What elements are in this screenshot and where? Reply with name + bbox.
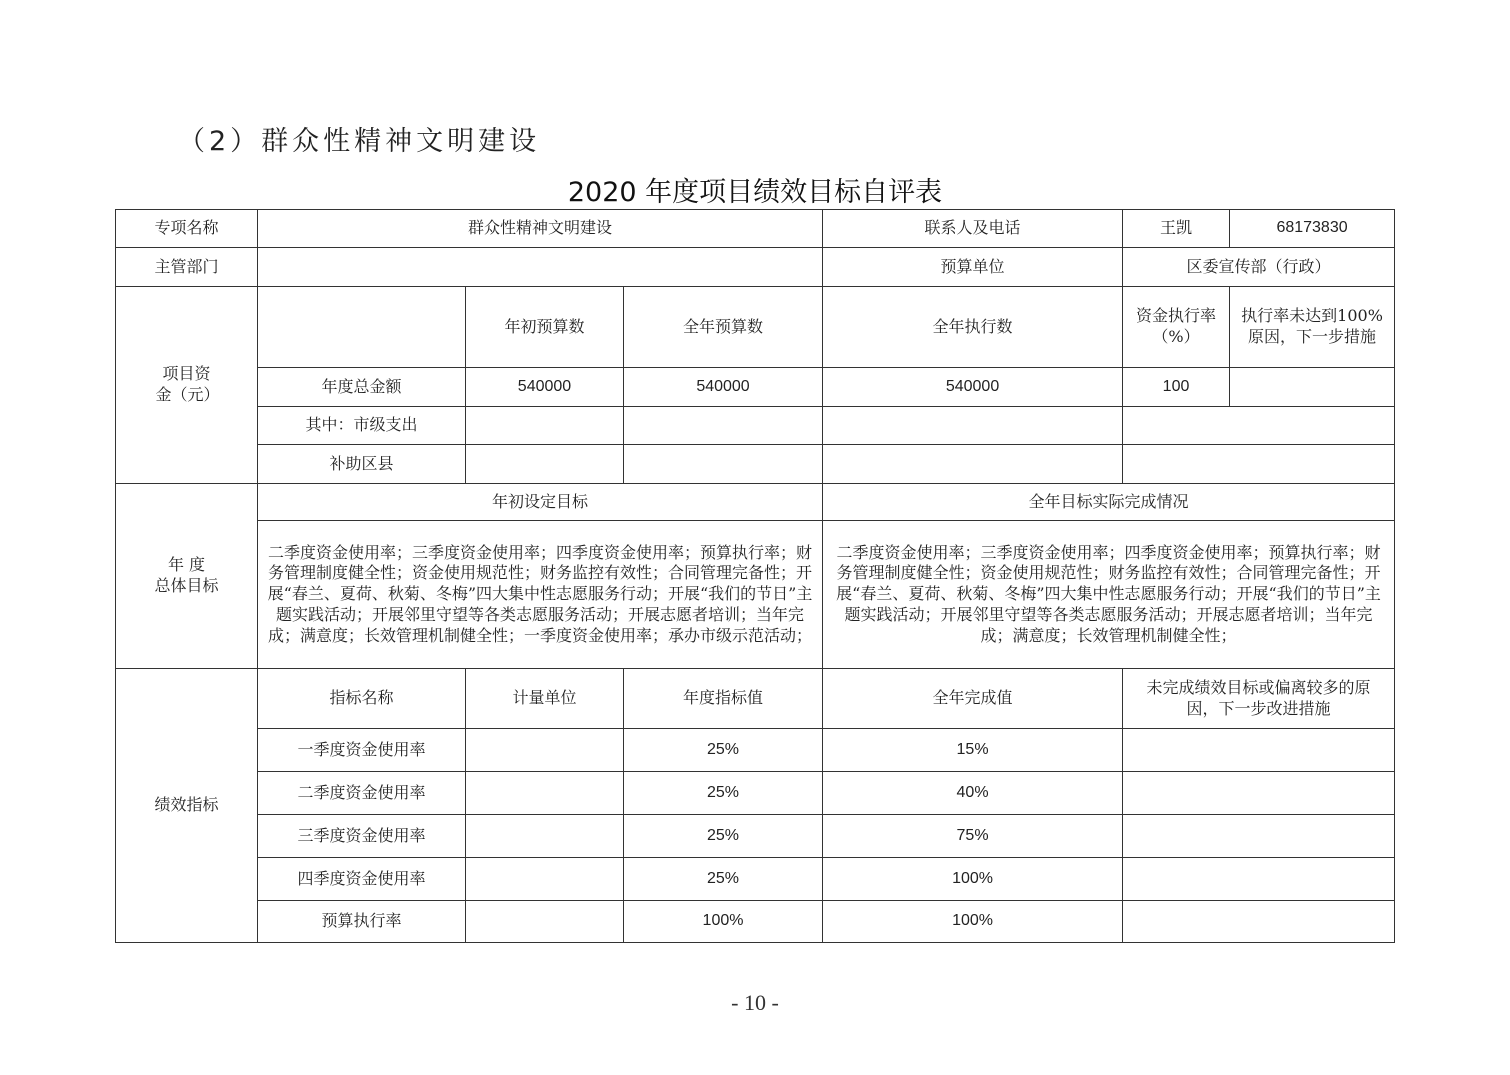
table-row xyxy=(116,445,1395,484)
table-row xyxy=(116,901,1395,943)
funds-row-initial xyxy=(466,407,624,445)
table-row xyxy=(116,772,1395,815)
header-indicator-reason-text: 未完成绩效目标或偏离较多的原因，下一步改进措施 xyxy=(1146,677,1371,718)
indicator-target: 25% xyxy=(624,858,823,901)
table-row xyxy=(116,729,1395,772)
contact-name: 王凯 xyxy=(1123,210,1230,248)
contact-phone: 68173830 xyxy=(1230,210,1395,248)
row-department xyxy=(116,248,1395,287)
project-name-value: 群众性精神文明建设 xyxy=(258,210,823,248)
funds-row-annual xyxy=(624,407,823,445)
indicator-reason xyxy=(1123,729,1395,772)
table-row xyxy=(116,368,1395,407)
indicator-target: 25% xyxy=(624,729,823,772)
goals-content-row xyxy=(116,521,1395,669)
funds-row-exec xyxy=(823,407,1123,445)
funds-row-annual: 540000 xyxy=(624,368,823,407)
evaluation-table xyxy=(115,209,1395,943)
budget-unit-label: 预算单位 xyxy=(823,248,1123,287)
header-annual-budget: 全年预算数 xyxy=(624,287,823,368)
project-name-label: 专项名称 xyxy=(116,210,258,248)
budget-unit-value: 区委宣传部（行政） xyxy=(1123,248,1395,287)
header-indicator-target: 年度指标值 xyxy=(624,669,823,729)
funds-row-initial: 540000 xyxy=(466,368,624,407)
indicator-unit xyxy=(466,772,624,815)
goals-header-row xyxy=(116,484,1395,521)
indicator-target: 25% xyxy=(624,815,823,858)
indicator-reason xyxy=(1123,772,1395,815)
indicator-name: 二季度资金使用率 xyxy=(258,772,466,815)
indicator-unit xyxy=(466,901,624,943)
indicator-reason xyxy=(1123,858,1395,901)
indicator-name: 预算执行率 xyxy=(258,901,466,943)
indicator-actual: 100% xyxy=(823,858,1123,901)
funds-row-label: 补助区县 xyxy=(258,445,466,484)
section-heading: （2）群众性精神文明建设 xyxy=(178,126,541,157)
funds-row-initial xyxy=(466,445,624,484)
page-number: - 10 - xyxy=(731,990,779,1015)
table-title: 2020 年度项目绩效目标自评表 xyxy=(567,177,943,208)
contact-label: 联系人及电话 xyxy=(823,210,1123,248)
indicator-reason xyxy=(1123,901,1395,943)
indicator-actual: 100% xyxy=(823,901,1123,943)
goals-actual-text: 二季度资金使用率；三季度资金使用率；四季度资金使用率；预算执行率；财务管理制度健全性；资金使用规范性；财务监控有效性；合同管理完备性；开展“春兰、夏荷、秋菊、冬梅”四大集中性志愿服务行动；开展“我们的节日”主题实践活动；开展邻里守望等各类志愿服务活动；开展志愿者培训；当年完成；满意度；长效管理机制健全性； xyxy=(823,521,1395,669)
header-indicator-actual: 全年完成值 xyxy=(823,669,1123,729)
indicator-name: 三季度资金使用率 xyxy=(258,815,466,858)
indicator-unit xyxy=(466,729,624,772)
goals-section-label-line2: 总体目标 xyxy=(154,576,219,595)
indicators-section-label: 绩效指标 xyxy=(116,669,258,943)
table-row xyxy=(116,407,1395,445)
row-project-name xyxy=(116,210,1395,248)
indicator-unit xyxy=(466,815,624,858)
header-annual-exec: 全年执行数 xyxy=(823,287,1123,368)
funds-row-rate: 100 xyxy=(1123,368,1230,407)
header-indicator-reason xyxy=(1123,669,1395,729)
department-value xyxy=(258,248,823,287)
table-row xyxy=(116,858,1395,901)
header-exec-rate: 资金执行率（%） xyxy=(1123,287,1230,368)
goals-actual-header: 全年目标实际完成情况 xyxy=(823,484,1395,521)
indicator-actual: 40% xyxy=(823,772,1123,815)
indicator-actual: 15% xyxy=(823,729,1123,772)
funds-row-label: 其中：市级支出 xyxy=(258,407,466,445)
funds-row-rate-reason xyxy=(1123,445,1395,484)
funds-row-reason xyxy=(1230,368,1395,407)
goals-set-text: 二季度资金使用率；三季度资金使用率；四季度资金使用率；预算执行率；财务管理制度健全性；资金使用规范性；财务监控有效性；合同管理完备性；开展“春兰、夏荷、秋菊、冬梅”四大集中性志愿服务行动；开展“我们的节日”主题实践活动；开展邻里守望等各类志愿服务活动；开展志愿者培训；当年完成；满意度；长效管理机制健全性；一季度资金使用率；承办市级示范活动； xyxy=(258,521,823,669)
funds-row-label: 年度总金额 xyxy=(258,368,466,407)
goals-set-header: 年初设定目标 xyxy=(258,484,823,521)
indicator-target: 100% xyxy=(624,901,823,943)
goals-section-label-line1: 年 度 xyxy=(167,555,206,575)
funds-header-blank xyxy=(258,287,466,368)
funds-section-label xyxy=(116,287,258,484)
goals-section-label xyxy=(116,484,258,669)
indicator-unit xyxy=(466,858,624,901)
funds-header-row xyxy=(116,287,1395,368)
header-indicator-name: 指标名称 xyxy=(258,669,466,729)
funds-row-rate-reason xyxy=(1123,407,1395,445)
indicator-name: 四季度资金使用率 xyxy=(258,858,466,901)
indicator-actual: 75% xyxy=(823,815,1123,858)
funds-section-label-text: 项目资金（元） xyxy=(155,364,220,404)
funds-row-exec: 540000 xyxy=(823,368,1123,407)
funds-row-exec xyxy=(823,445,1123,484)
header-exec-reason: 执行率未达到100% 原因，下一步措施 xyxy=(1230,287,1395,368)
funds-row-annual xyxy=(624,445,823,484)
indicators-header-row xyxy=(116,669,1395,729)
header-indicator-unit: 计量单位 xyxy=(466,669,624,729)
indicator-reason xyxy=(1123,815,1395,858)
header-initial-budget: 年初预算数 xyxy=(466,287,624,368)
table-row xyxy=(116,815,1395,858)
indicator-target: 25% xyxy=(624,772,823,815)
indicator-name: 一季度资金使用率 xyxy=(258,729,466,772)
department-label: 主管部门 xyxy=(116,248,258,287)
